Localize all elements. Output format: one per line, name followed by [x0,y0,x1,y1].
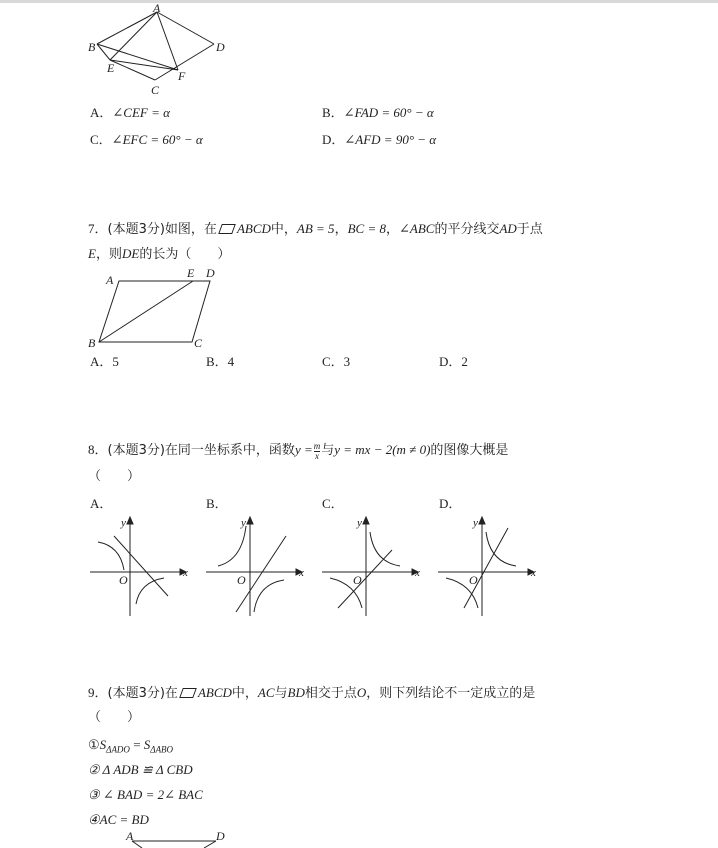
q8-fraction: $\frac{m}{x}$ [313,440,321,461]
q6-option-d[interactable]: D．∠AFD = 90° − α [322,132,437,147]
q9-figure [116,828,236,848]
q9-conclusion-4: ④AC = BD [88,812,149,827]
q7-option-c[interactable]: C．3 [322,354,351,369]
q7-label-d: D [206,266,215,280]
q6-label-f: F [178,69,186,83]
q6-label-e: E [107,61,115,75]
q6-option-b[interactable]: B．∠FAD = 60° − α [322,105,434,120]
q7-figure [84,264,224,354]
q8-graph-b [204,512,314,618]
q6-label-a: A [153,1,161,15]
q7-option-a[interactable]: A．5 [90,354,119,369]
svg-text:y: y [241,517,246,529]
svg-text:y: y [357,517,362,529]
q7-label-c: C [194,336,203,350]
q8-graph-c [320,512,430,618]
q7-option-d[interactable]: D．2 [439,354,468,369]
svg-text:O: O [353,573,362,587]
svg-text:y: y [121,517,126,529]
svg-text:x: x [415,567,420,579]
q7-label-b: B [88,336,96,350]
q8-stem-line1: 8．(本题3分)在同一坐标系中，函数y = $\frac{m}{x}$ 与y = mx − 2(m ≠ 0)的图像大概是 [88,440,509,461]
q6-figure [80,0,240,100]
parallelogram-icon [218,224,236,234]
q8-graph-a [88,512,198,618]
svg-text:O: O [119,573,128,587]
q7-stem-line1: 7．(本题3分)如图，在 ABCD中，AB = 5，BC = 8，∠ABC的平分线交AD于点 [88,221,543,237]
q9-conclusion-3: ③ ∠ BAD = 2∠ BAC [88,787,203,802]
q8-graph-d [436,512,546,618]
q8-bracket: （ ） [88,469,141,484]
q6-label-c: C [151,83,160,97]
svg-text:y: y [473,517,478,529]
q7-label-a: A [106,273,114,287]
q7-label-e: E [187,266,195,280]
q9-label-a: A [126,829,134,843]
svg-text:x: x [531,567,536,579]
svg-text:x: x [299,567,304,579]
q8-option-b[interactable]: B． [206,496,228,511]
q8-option-c[interactable]: C． [322,496,344,511]
svg-text:O: O [237,573,246,587]
q9-conclusion-2: ② Δ ADB ≌ Δ CBD [88,762,193,777]
q6-label-b: B [88,40,96,54]
q8-option-a[interactable]: A． [90,496,113,511]
q7-option-b[interactable]: B．4 [206,354,235,369]
q6-label-d: D [216,40,225,54]
svg-text:O: O [469,573,478,587]
parallelogram-icon [179,688,197,698]
q6-option-a[interactable]: A．∠CEF = α [90,105,170,120]
q8-option-d[interactable]: D． [439,496,462,511]
q9-label-d: D [216,829,225,843]
svg-text:x: x [183,567,188,579]
q9-bracket: （ ） [88,710,141,725]
q9-stem-line1: 9．(本题3分)在 ABCD中，AC与BD相交于点O，则下列结论不一定成立的是 [88,685,536,701]
q9-conclusion-1: $①S_{\Delta ADO} = S_{\Delta ABO}$ [88,737,174,755]
q6-option-c[interactable]: C．∠EFC = 60° − α [90,132,203,147]
q7-stem-line2: E，则DE的长为（ ） [88,246,231,262]
